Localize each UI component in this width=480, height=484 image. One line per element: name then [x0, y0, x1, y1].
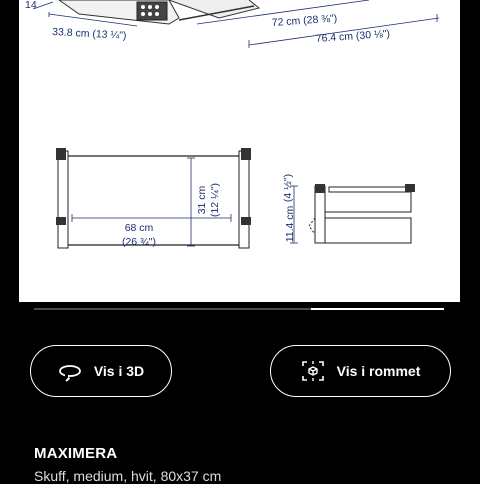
- image-carousel-indicator: [34, 308, 444, 310]
- carousel-active-segment: [311, 308, 444, 310]
- view-in-room-label: Vis i rommet: [336, 363, 421, 379]
- dimension-depth-outer: 76.4 cm (30 ⅛"): [315, 27, 391, 45]
- product-description: Skuff, medium, hvit, 80x37 cm: [34, 468, 222, 484]
- dimension-width-top: 33.8 cm (13 ¼"): [51, 26, 127, 42]
- front-view-drawer: [56, 148, 251, 248]
- ar-cube-icon: [301, 359, 325, 383]
- side-height-cm: 11.4 cm: [284, 205, 296, 243]
- dimension-depth-inner: 72 cm (28 ⅜"): [271, 12, 338, 29]
- front-height-cm: 31 cm: [196, 185, 208, 215]
- product-dimension-drawing: [19, 0, 460, 302]
- view-in-room-button[interactable]: [270, 345, 451, 397]
- product-name: MAXIMERA: [34, 445, 118, 462]
- front-width-cm: 68 cm: [124, 222, 154, 234]
- dimension-diagram: [19, 0, 460, 302]
- cut-dimension-label: 14: [25, 0, 37, 11]
- side-height-in: (4 ½"): [282, 173, 294, 203]
- rotate-3d-icon: [58, 359, 82, 383]
- view-3d-label: Vis i 3D: [93, 363, 145, 379]
- side-view-drawer: [290, 184, 415, 243]
- top-perspective-view: [33, 0, 439, 48]
- view-3d-button[interactable]: [30, 345, 172, 397]
- front-height-in: (12 ¼"): [209, 182, 221, 218]
- front-width-in: (26 ¾"): [121, 236, 157, 248]
